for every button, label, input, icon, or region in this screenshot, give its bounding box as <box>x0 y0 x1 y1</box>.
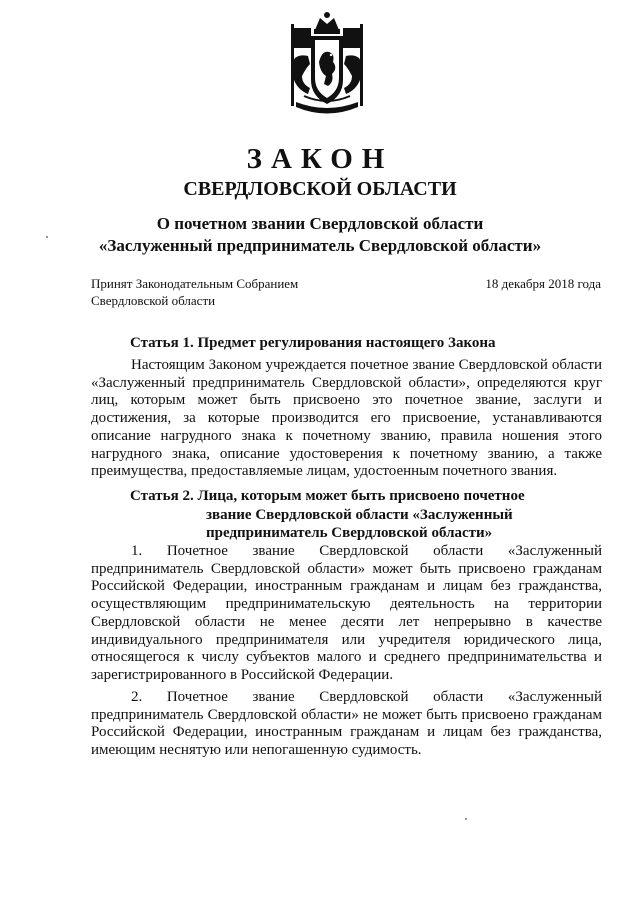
article-1-paragraph: Настоящим Законом учреждается почетное звание Свердловской области «Заслуженный предприниматель Свердловской области», определяются круг лиц, которым может быть присвоено это почетное звание, заслуги и достижения, за которые производится его присвоение, устанавливаются описание нагрудного знака к почетному званию, правила ношения этого нагрудного знака, описание удостоверения к почетному званию, а также преимущества, предоставляемые лицам, удостоенным почетного звания. <box>91 357 602 480</box>
article-2-heading <box>130 487 550 543</box>
adoption-date: 18 декабря 2018 года <box>485 276 601 291</box>
article-2-heading-line-2: звание Свердловской области «Заслуженный <box>206 506 513 523</box>
article-2-heading-line-1: Статья 2. Лица, которым может быть присвоено почетное <box>130 488 525 504</box>
adoption-line-2: Свердловской области <box>91 293 216 308</box>
scan-speck <box>46 236 48 238</box>
scan-speck <box>465 818 467 820</box>
article-1-heading: Статья 1. Предмет регулирования настоящего Закона <box>130 335 496 351</box>
document-title: ЗАКОН <box>246 143 394 175</box>
article-2-paragraph-1: 1. Почетное звание Свердловской области «Заслуженный предприниматель Свердловской области» может быть присвоено гражданам Российской Федерации, иностранным гражданам и лицам без гражданства, осуществляющим предпринимательскую деятельность на территории Свердловской области не менее десяти лет непрерывно в качестве индивидуального предпринимателя или учредителя юридического лица, относящегося к числу субъектов малого и среднего предпринимательства и зарегистрированного в Российской Федерации. <box>91 543 602 683</box>
adoption-line-1: Принят Законодательным Собранием <box>91 276 299 291</box>
document-region: СВЕРДЛОВСКОЙ ОБЛАСТИ <box>183 178 457 200</box>
article-2-heading-line-3: предприниматель Свердловской области» <box>206 525 493 541</box>
coat-of-arms-icon <box>272 10 382 122</box>
law-name <box>0 213 640 257</box>
law-name-line-1: О почетном звании Свердловской области <box>156 214 484 233</box>
article-2-paragraph-2: 2. Почетное звание Свердловской области «Заслуженный предприниматель Свердловской области» не может быть присвоено гражданам Российской Федерации, иностранным гражданам и лицам без гражданства, имеющим неснятую или непогашенную судимость. <box>91 689 602 759</box>
adoption-note <box>91 275 341 309</box>
law-name-line-2: «Заслуженный предприниматель Свердловской области» <box>98 236 542 255</box>
